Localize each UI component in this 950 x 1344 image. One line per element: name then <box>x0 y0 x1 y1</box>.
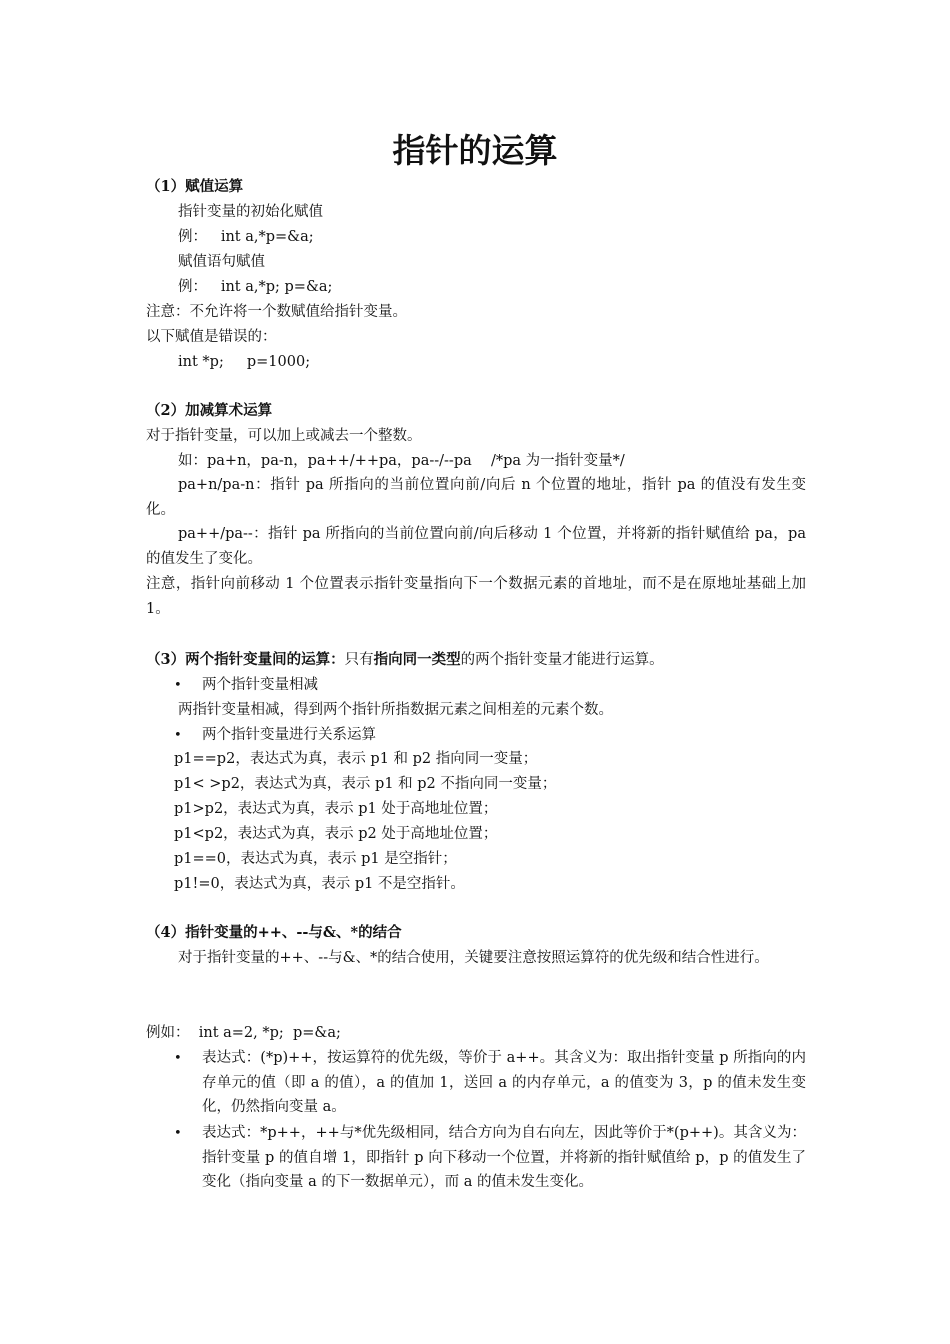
s3-bullet: 两个指针变量相减 <box>202 677 318 693</box>
s4-example: 例如： int a=2, *p; p=&a; <box>146 1025 341 1041</box>
section-3-heading <box>146 650 664 670</box>
bullet-marker: • <box>174 728 182 743</box>
s3-heading-text: 只有 <box>344 652 374 668</box>
s1-line: 以下赋值是错误的： <box>146 329 277 345</box>
s3-heading-text: 的两个指针变量才能进行运算。 <box>460 652 664 668</box>
s3-relation: p1<p2，表达式为真，表示 p2 处于高地址位置； <box>174 826 498 842</box>
bullet-marker: • <box>174 1126 182 1141</box>
s3-relation: p1==p2，表达式为真，表示 p1 和 p2 指向同一变量； <box>174 751 538 767</box>
section-4-heading: （4）指针变量的++、--与&、*的结合 <box>146 924 402 941</box>
s4-bullet-text: 表达式：*p++，++与*优先级相同，结合方向为自右向左，因此等价于*(p++)。其含义为：指针变量 p 的值自增 1，即指针 p 向下移动一个位置，并将新的指针赋值给 p，p 的值发生了变化（指向变量 a 的下一数据单元），而 a 的值未发生变化。 <box>202 1125 806 1190</box>
bullet-marker: • <box>174 1051 182 1066</box>
s1-line: 指针变量的初始化赋值 <box>178 204 323 220</box>
bullet-marker: • <box>174 678 182 693</box>
page-title: 指针的运算 <box>392 131 558 170</box>
s3-bullet: 两个指针变量进行关系运算 <box>202 727 376 743</box>
s3-relation: p1>p2，表达式为真，表示 p1 处于高地址位置； <box>174 801 498 817</box>
section-1-heading: （1）赋值运算 <box>146 178 244 195</box>
s4-paragraph: 对于指针变量的++、--与&、*的结合使用，关键要注意按照运算符的优先级和结合性进行。 <box>178 950 769 966</box>
s2-line: 对于指针变量，可以加上或减去一个整数。 <box>146 428 422 444</box>
s3-relation: p1!=0，表达式为真，表示 p1 不是空指针。 <box>174 876 465 892</box>
s2-note: 注意，指针向前移动 1 个位置表示指针变量指向下一个数据元素的首地址，而不是在原地址基础上加 1。 <box>146 576 806 617</box>
s3-heading-bold: 指向同一类型 <box>373 651 461 668</box>
s3-line: 两指针变量相减，得到两个指针所指数据元素之间相差的元素个数。 <box>178 702 613 718</box>
section-2-heading: （2）加减算术运算 <box>146 402 273 419</box>
s2-paragraph: pa+n/pa-n：指针 pa 所指向的当前位置向前/向后 n 个位置的地址，指针 pa 的值没有发生变化。 <box>146 477 806 518</box>
s3-heading-bold: （3）两个指针变量间的运算： <box>146 651 345 668</box>
s1-code: int *p; p=1000; <box>178 354 311 370</box>
s2-paragraph: pa++/pa--：指针 pa 所指向的当前位置向前/向后移动 1 个位置，并将新的指针赋值给 pa，pa 的值发生了变化。 <box>146 526 806 567</box>
s2-example: 如：pa+n，pa-n，pa++/++pa，pa--/--pa <box>178 453 472 469</box>
s1-note: 注意：不允许将一个数赋值给指针变量。 <box>146 304 407 320</box>
s3-relation: p1==0，表达式为真，表示 p1 是空指针； <box>174 851 457 867</box>
s2-comment: /*pa 为一指针变量*/ <box>491 453 625 469</box>
s3-relation: p1< >p2，表达式为真，表示 p1 和 p2 不指向同一变量； <box>174 776 557 792</box>
s4-bullet-text: 表达式：(*p)++，按运算符的优先级，等价于 a++。其含义为：取出指针变量 p 所指向的内存单元的值（即 a 的值），a 的值加 1，送回 a 的内存单元，a 的值变为 3，p 的值未发生变化，仍然指向变量 a。 <box>202 1050 806 1115</box>
s1-line: 赋值语句赋值 <box>178 254 265 270</box>
s1-line: 例： int a,*p=&a; <box>178 229 314 245</box>
s1-line: 例： int a,*p; p=&a; <box>178 279 333 295</box>
